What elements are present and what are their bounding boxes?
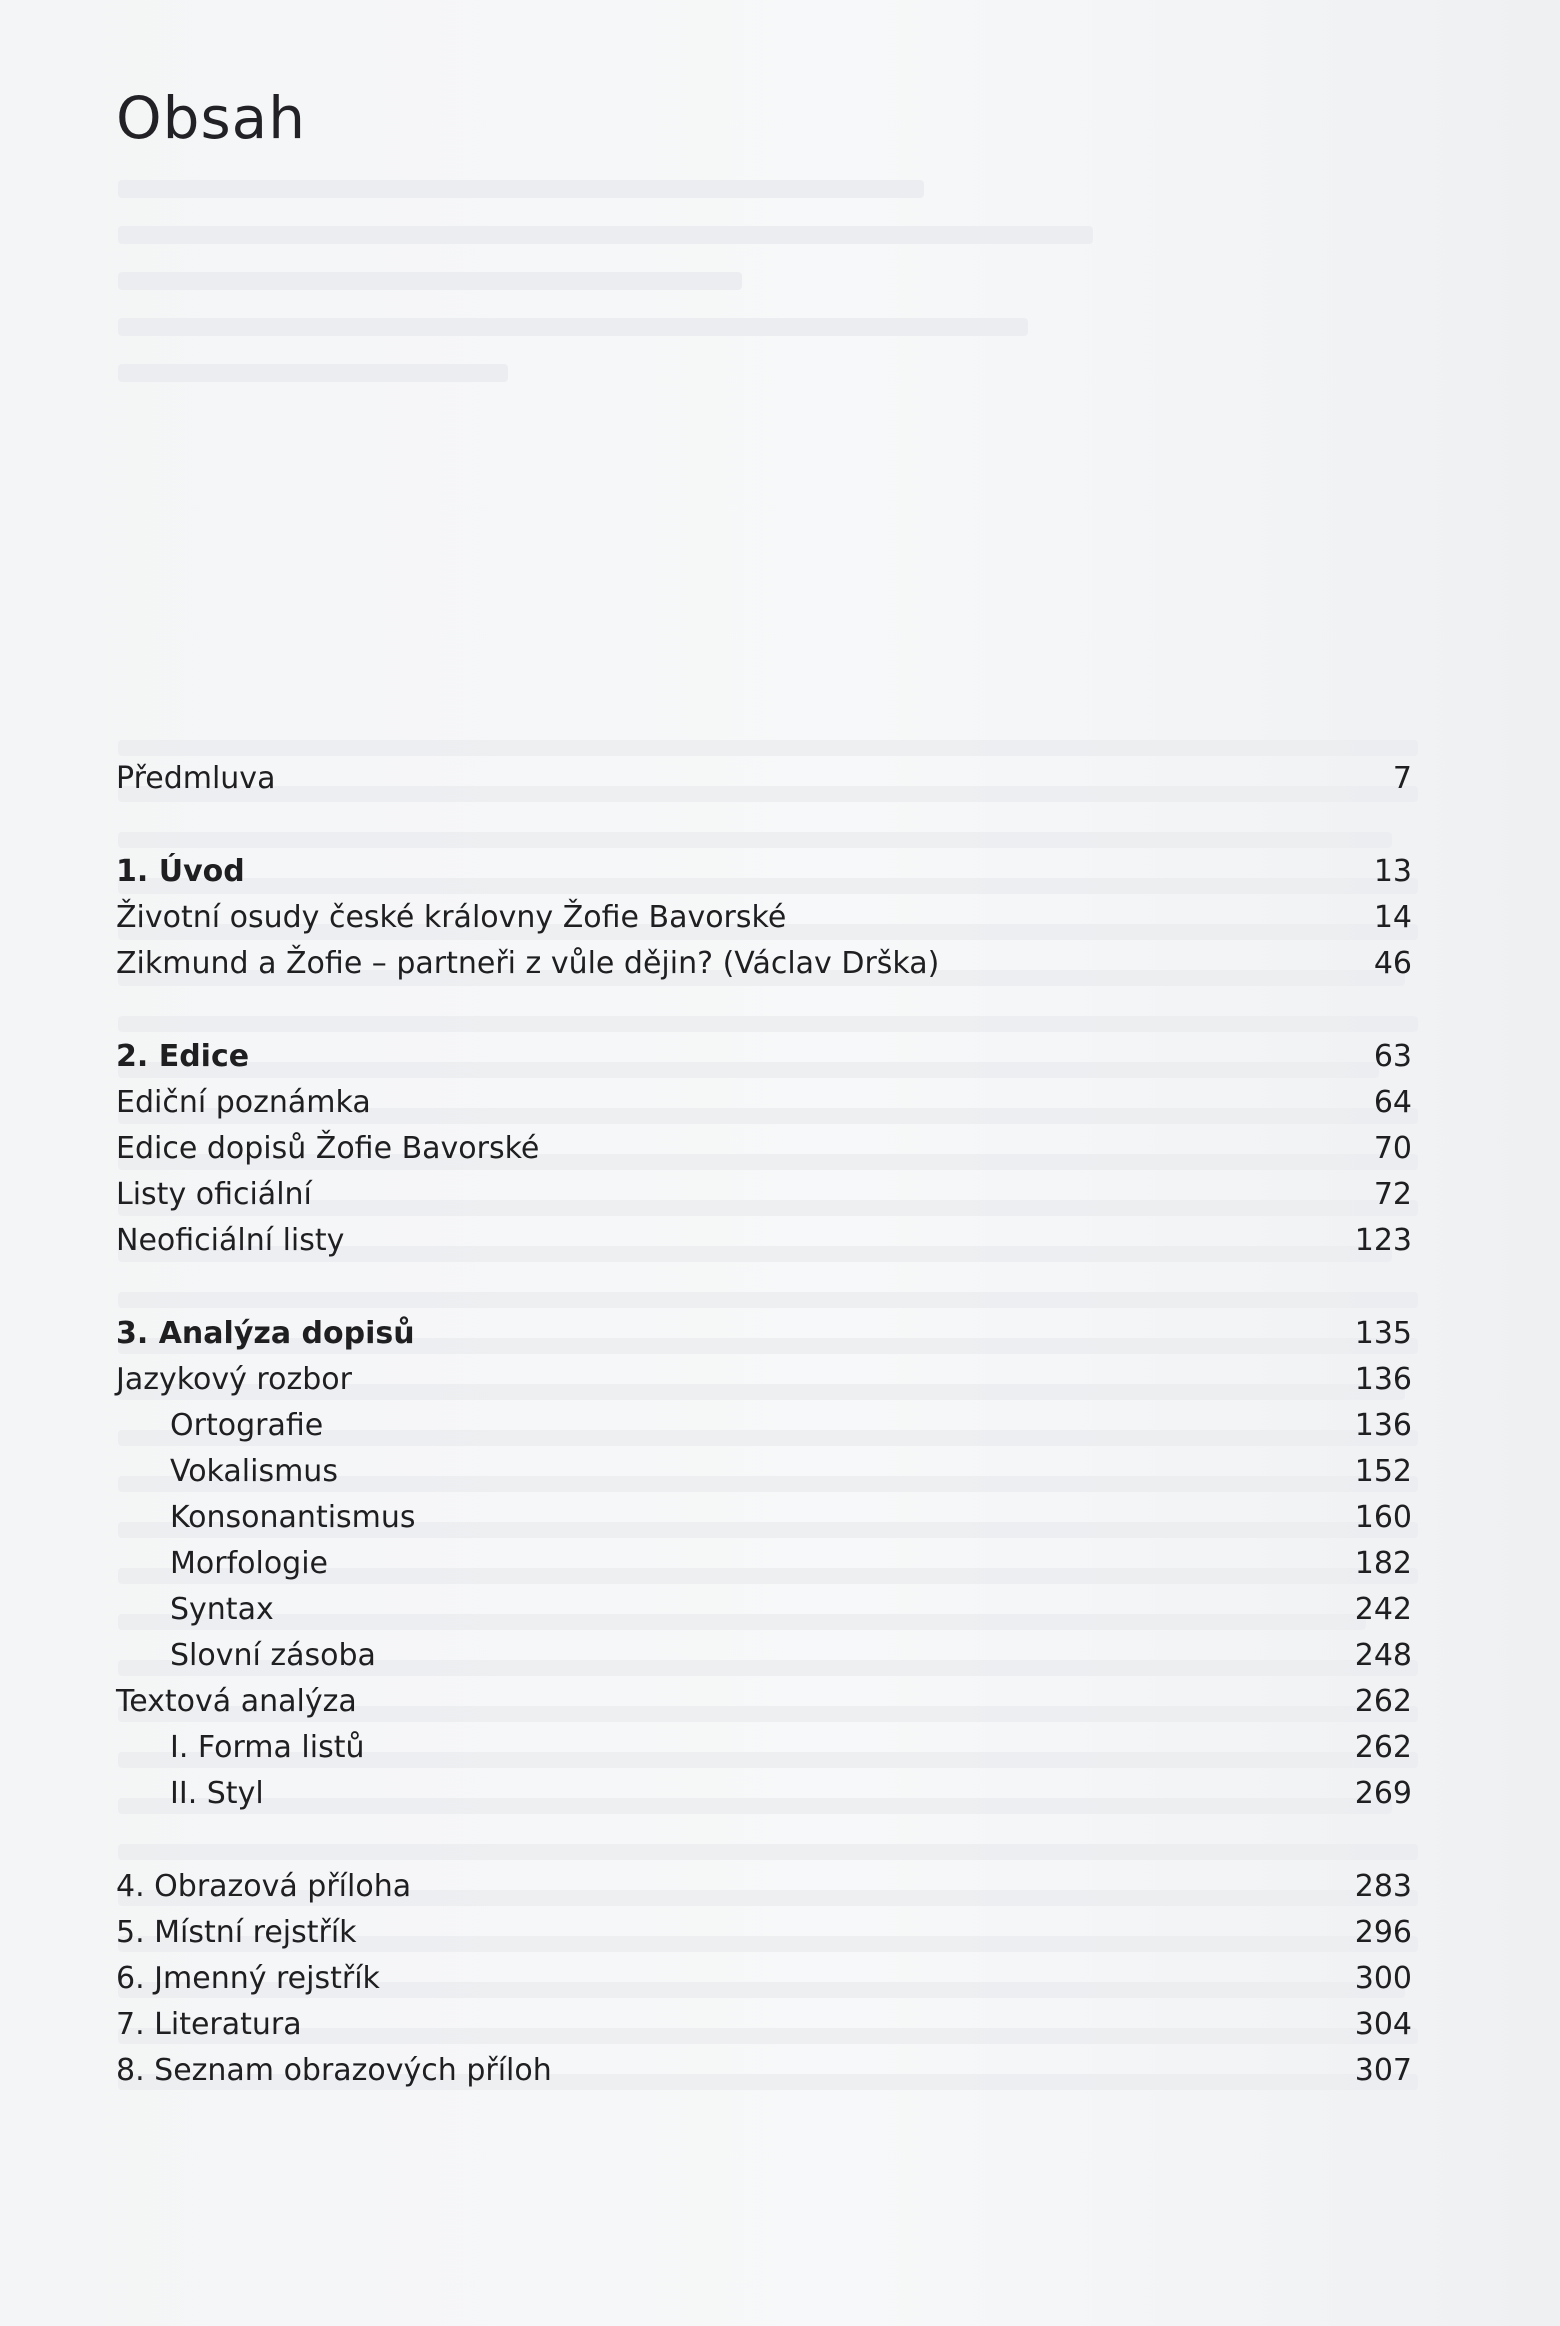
toc-entry-page: 14 bbox=[1373, 900, 1412, 935]
toc-entry-label: Neoficiální listy bbox=[116, 1223, 345, 1258]
toc-entry-page: 160 bbox=[1354, 1500, 1412, 1535]
toc-entry[interactable] bbox=[116, 1956, 1412, 2002]
toc-entry-label: 5. Místní rejstřík bbox=[116, 1915, 357, 1950]
toc-subentry[interactable] bbox=[116, 1495, 1412, 1541]
toc-section-heading[interactable] bbox=[116, 849, 1412, 895]
section-gap bbox=[116, 1817, 1412, 1864]
toc-entry-label: Ediční poznámka bbox=[116, 1085, 371, 1120]
toc-entry-label: Edice dopisů Žofie Bavorské bbox=[116, 1131, 540, 1166]
toc-entry-page: 64 bbox=[1373, 1085, 1412, 1120]
toc-entry[interactable] bbox=[116, 2002, 1412, 2048]
toc-entry-label: Syntax bbox=[170, 1592, 274, 1627]
toc-entry-page: 307 bbox=[1354, 2053, 1412, 2088]
toc-entry-label: 4. Obrazová příloha bbox=[116, 1869, 412, 1904]
section-gap bbox=[116, 802, 1412, 849]
toc-entry-label: 2. Edice bbox=[116, 1039, 250, 1074]
bleed-through-lines-top bbox=[118, 180, 1418, 410]
toc-entry-page: 300 bbox=[1354, 1961, 1412, 1996]
toc-entry[interactable] bbox=[116, 1910, 1412, 1956]
toc-section-heading[interactable] bbox=[116, 1311, 1412, 1357]
toc-subentry[interactable] bbox=[116, 1771, 1412, 1817]
toc-entry-page: 262 bbox=[1354, 1730, 1412, 1765]
toc-entry-page: 72 bbox=[1373, 1177, 1412, 1212]
toc-entry[interactable] bbox=[116, 756, 1412, 802]
toc-entry-page: 248 bbox=[1354, 1638, 1412, 1673]
toc-entry-label: Morfologie bbox=[170, 1546, 329, 1581]
toc-entry[interactable] bbox=[116, 941, 1412, 987]
toc-entry-label: II. Styl bbox=[170, 1776, 264, 1811]
toc-entry-label: I. Forma listů bbox=[170, 1730, 365, 1765]
toc-entry[interactable] bbox=[116, 1172, 1412, 1218]
toc-entry-page: 13 bbox=[1373, 854, 1412, 889]
toc-entry-page: 7 bbox=[1392, 761, 1412, 796]
toc-subentry[interactable] bbox=[116, 1403, 1412, 1449]
toc-entry-label: 8. Seznam obrazových příloh bbox=[116, 2053, 552, 2088]
page-title: Obsah bbox=[116, 84, 306, 152]
section-gap bbox=[116, 987, 1412, 1034]
toc-entry-label: Konsonantismus bbox=[170, 1500, 416, 1535]
toc-entry-label: Vokalismus bbox=[170, 1454, 338, 1489]
toc-entry-page: 135 bbox=[1354, 1316, 1412, 1351]
toc-entry-page: 46 bbox=[1373, 946, 1412, 981]
toc-entry-page: 70 bbox=[1373, 1131, 1412, 1166]
toc-entry-page: 304 bbox=[1354, 2007, 1412, 2042]
toc-entry-label: Životní osudy české královny Žofie Bavorské bbox=[116, 900, 787, 935]
toc-entry-label: Listy oficiální bbox=[116, 1177, 312, 1212]
toc-entry-page: 269 bbox=[1354, 1776, 1412, 1811]
toc-subentry[interactable] bbox=[116, 1725, 1412, 1771]
toc-entry-page: 136 bbox=[1354, 1408, 1412, 1443]
toc-entry-page: 123 bbox=[1354, 1223, 1412, 1258]
toc-entry-label: Jazykový rozbor bbox=[116, 1362, 352, 1397]
toc-subentry[interactable] bbox=[116, 1587, 1412, 1633]
toc-entry-page: 136 bbox=[1354, 1362, 1412, 1397]
toc-entry-page: 283 bbox=[1354, 1869, 1412, 1904]
toc-entry[interactable] bbox=[116, 1218, 1412, 1264]
toc-entry-page: 182 bbox=[1354, 1546, 1412, 1581]
toc-entry[interactable] bbox=[116, 1126, 1412, 1172]
toc-entry-label: Slovní zásoba bbox=[170, 1638, 376, 1673]
toc-entry[interactable] bbox=[116, 1080, 1412, 1126]
toc-subentry[interactable] bbox=[116, 1633, 1412, 1679]
toc-subentry[interactable] bbox=[116, 1449, 1412, 1495]
toc-entry[interactable] bbox=[116, 1864, 1412, 1910]
toc-entry-label: 1. Úvod bbox=[116, 854, 245, 889]
toc-entry[interactable] bbox=[116, 2048, 1412, 2094]
toc-subentry[interactable] bbox=[116, 1541, 1412, 1587]
toc-entry-page: 63 bbox=[1373, 1039, 1412, 1074]
toc-entry-page: 242 bbox=[1354, 1592, 1412, 1627]
toc-entry-label: Textová analýza bbox=[116, 1684, 357, 1719]
section-gap bbox=[116, 1264, 1412, 1311]
toc-entry-label: Zikmund a Žofie – partneři z vůle dějin? (Václav Drška) bbox=[116, 946, 940, 981]
table-of-contents bbox=[116, 756, 1412, 2094]
toc-entry-page: 152 bbox=[1354, 1454, 1412, 1489]
toc-entry-label: 7. Literatura bbox=[116, 2007, 302, 2042]
toc-entry-page: 262 bbox=[1354, 1684, 1412, 1719]
toc-entry-page: 296 bbox=[1354, 1915, 1412, 1950]
toc-entry-label: 6. Jmenný rejstřík bbox=[116, 1961, 380, 1996]
toc-entry-label: 3. Analýza dopisů bbox=[116, 1316, 415, 1351]
toc-entry-label: Ortografie bbox=[170, 1408, 324, 1443]
toc-section-heading[interactable] bbox=[116, 1034, 1412, 1080]
toc-entry[interactable] bbox=[116, 895, 1412, 941]
toc-entry[interactable] bbox=[116, 1679, 1412, 1725]
toc-entry[interactable] bbox=[116, 1357, 1412, 1403]
toc-entry-label: Předmluva bbox=[116, 761, 276, 796]
